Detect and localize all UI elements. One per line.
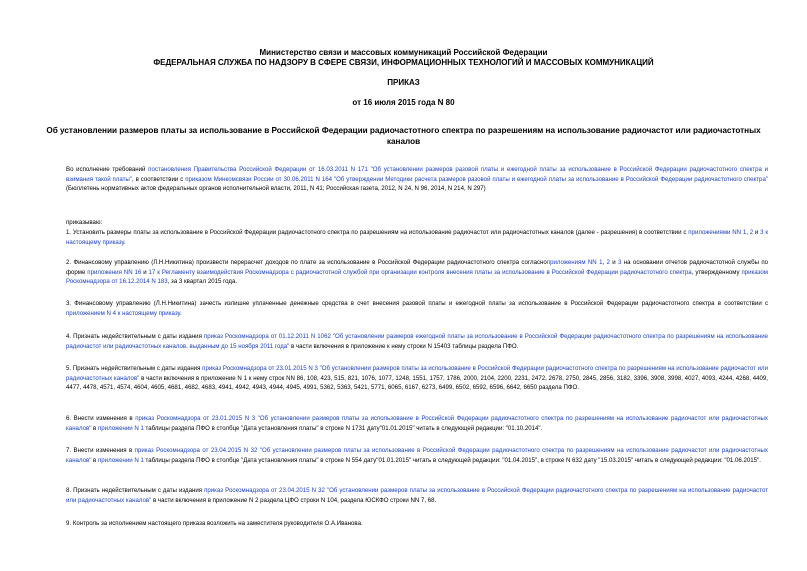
text: , утвержденному — [691, 268, 742, 276]
link-appendix-3[interactable]: 3 — [618, 259, 622, 266]
document-date-number: от 16 июля 2015 года N 80 — [352, 98, 455, 107]
intro-paragraph — [66, 165, 768, 194]
text: 4. Признать недействительным с даты издания — [66, 333, 204, 340]
text: . — [123, 238, 126, 246]
text: 9. Контроль за исполнением настоящего приказа возложить на заместителя руководителя О.А.Иванова. — [66, 520, 363, 527]
text: таблицы раздела ПФО в столбце "Дата установления платы" в строке N 1731 дату"01.01.2015" читать в следующей редакции: "01.10.2014". — [143, 424, 543, 432]
text: и — [141, 268, 149, 276]
text: , — [746, 229, 750, 236]
paragraph-7 — [66, 446, 768, 465]
text: на основании отчетов радиочастотной службы по форме — [66, 259, 769, 276]
text: в — [91, 456, 98, 464]
text: 6. Внести изменения в — [66, 415, 136, 422]
link-order-32[interactable]: приказ Роскомнадзора от 23.04.2015 N 32 "Об установлении размеров платы за использование в Российской Федерации радиочастотного спектра по разрешениям на использование радиочастот или радиочастотных каналов" — [66, 487, 769, 504]
text: , за 3 квартал 2015 года. — [167, 278, 238, 286]
paragraph-6 — [66, 414, 768, 433]
ministry-name: Министерство связи и массовых коммуникаций Российской Федерации — [259, 48, 548, 57]
text: в части включения в приложение N 2 раздела ЦФО строки N 104, раздела ЮСКФО строки NN 7, 68. — [151, 496, 437, 504]
link-order-183[interactable]: приказом Роскомнадзора от 16.12.2014 N 183 — [66, 268, 768, 286]
paragraph-2 — [66, 258, 768, 287]
link-appendix-2[interactable]: 2 — [749, 229, 754, 236]
link-appendix-17-regulation[interactable]: 17 к Регламенту взаимодействия Роскомнадзора с радиочастотной службой при организации контроля внесения платы за использование в Российской Федерации радиочастотного спектра — [148, 268, 692, 276]
paragraph-8 — [66, 486, 768, 505]
text: . — [180, 309, 182, 317]
text: Во исполнение требований — [66, 166, 149, 173]
text: в части включения в приложение N 1 к нему строк NN 86, 108, 423, 515, 821, 1076, 1077, 1248, 1551, 1757, 1786, 2000, 2104, 2200, 2231, 2472, 2678, 2750, 2845, 2856, 3182, 3396, 3908, 3998, 4027, 4093, 4244, 4268, 4409, 4477, 4478, 4571, 4574, 4604, 4605, 4681, 4682, 4683, 4941, 4942, 4943, 4944, 4945, 4991, 5362, 5363, 5421, 5771, 6065, 6167, 6273, 6499, 6502, 6592, 6596, 6642, 6650 раздела ПФО. — [66, 374, 768, 392]
paragraph-4 — [66, 332, 768, 351]
link-appendix-1[interactable]: приложении N 1 — [97, 424, 144, 432]
text: 8. Признать недействительным с даты издания — [66, 487, 205, 494]
order-word: приказываю: — [66, 219, 103, 226]
text: 3. Финансовому управлению (Л.Н.Никитина) зачесть излишне уплаченные денежные средства в счет внесения разовой платы и ежегодной платы за использование в Российской Федерации радиочастотного спектра в соответствии с — [66, 300, 768, 307]
paragraph-5 — [66, 364, 768, 393]
document-type: ПРИКАЗ — [387, 78, 420, 87]
link-government-decree-171[interactable]: постановления Правительства Российской Федерации от 16.03.2011 N 171 "Об установлении размеров разовой платы и ежегодной платы за использование в Российской Федерации радиочастотного спектра и взимания такой платы" — [66, 166, 769, 183]
link-appendix-16[interactable]: приложения NN 16 — [87, 268, 142, 276]
link-order-3[interactable]: приказ Роскомнадзора от 23.01.2015 N 3 "Об установлении размеров платы за использование в Российской Федерации радиочастотного спектра по разрешениям на использование радиочастот или радиочастотных каналов" — [66, 415, 768, 432]
text: в части включения в приложение к нему строки N 15403 таблицы раздела ПФО. — [289, 342, 519, 350]
link-appendix-2[interactable]: 2 — [606, 259, 610, 266]
paragraph-9 — [66, 519, 768, 529]
text: 5. Признать недействительным с даты издания — [66, 365, 203, 372]
text: 7. Внести изменения в — [66, 447, 135, 454]
service-name: ФЕДЕРАЛЬНАЯ СЛУЖБА ПО НАДЗОРУ В СФЕРЕ СВЯЗИ, ИНФОРМАЦИОННЫХ ТЕХНОЛОГИЙ И МАССОВЫХ КОММУНИКАЦИЙ — [153, 58, 654, 67]
link-order-1062[interactable]: приказ Роскомнадзора от 01.12.2011 N 1062 "Об установлении размеров ежегодной платы за использование в Российской Федерации радиочастотного спектра по разрешениям на использование радиочастот или радиочастотных каналов, выданным до 15 ноября 2011 года" — [66, 333, 769, 350]
document-title: Об установлении размеров платы за использование в Российской Федерации радиочастотного спектра по разрешениям на использование радиочастот или радиочастотных каналов — [46, 126, 761, 146]
text: таблицы раздела ПФО в столбце "Дата установления платы" в строке N 554 дату"01.01.2015" читать в следующей редакции: "01.04.2015", в строке N 632 дату "15.03.2015" читать в следующей редакции: "01.06.2015". — [143, 456, 761, 464]
text: 1. Установить размеры платы за использование в Российской Федерации радиочастотного спектра по разрешениям на использование радиочастот или радиочастотных каналов (далее - разрешения) в соответствии с — [66, 229, 689, 236]
text: 2. Финансовому управлению (Л.Н.Никитина) произвести перерасчет доходов по плате за использование в Российской Федерации радиочастотного спектра согласно — [66, 259, 547, 266]
link-order-32[interactable]: приказ Роскомнадзора от 23.04.2015 N 32 "Об установлении размеров платы за использование в Российской Федерации радиочастотного спектра по разрешениям на использование радиочастот или радиочастотных каналов" — [66, 447, 768, 464]
paragraph-1 — [66, 228, 768, 247]
text: и — [609, 259, 619, 266]
link-order-minkomsvyaz-164[interactable]: приказом Минкомсвязи России от 30.06.2011 N 164 "Об утверждении Методики расчета размеров разовой платы и ежегодной платы за использование в Российской Федерации радиочастотного спектра" — [185, 175, 768, 183]
link-appendix-1[interactable]: приложениям NN 1 — [546, 259, 603, 266]
text: (Бюллетень нормативных актов федеральных органов исполнительной власти, 2011, N 41; Российская газета, 2012, N 24, N 96, 2014, N 214, N 297) — [66, 185, 486, 193]
text: , — [602, 259, 607, 266]
link-appendix-1[interactable]: приложении N 1 — [97, 456, 144, 464]
link-appendix-3[interactable]: 3 к настоящему приказу — [66, 229, 768, 246]
text: в — [91, 424, 98, 432]
link-appendix-1[interactable]: приложениями NN 1 — [688, 229, 747, 236]
link-order-3[interactable]: приказ Роскомнадзора от 23.01.2015 N 3 "Об установлении размеров платы за использование в Российской Федерации радиочастотного спектра по разрешениям на использование радиочастот или радиочастотных каналов" — [66, 365, 768, 382]
text: и — [753, 229, 761, 236]
link-appendix-4[interactable]: приложением N 4 к настоящему приказу — [66, 309, 180, 317]
text: , в соответствии с — [131, 175, 186, 183]
paragraph-3 — [66, 299, 768, 318]
